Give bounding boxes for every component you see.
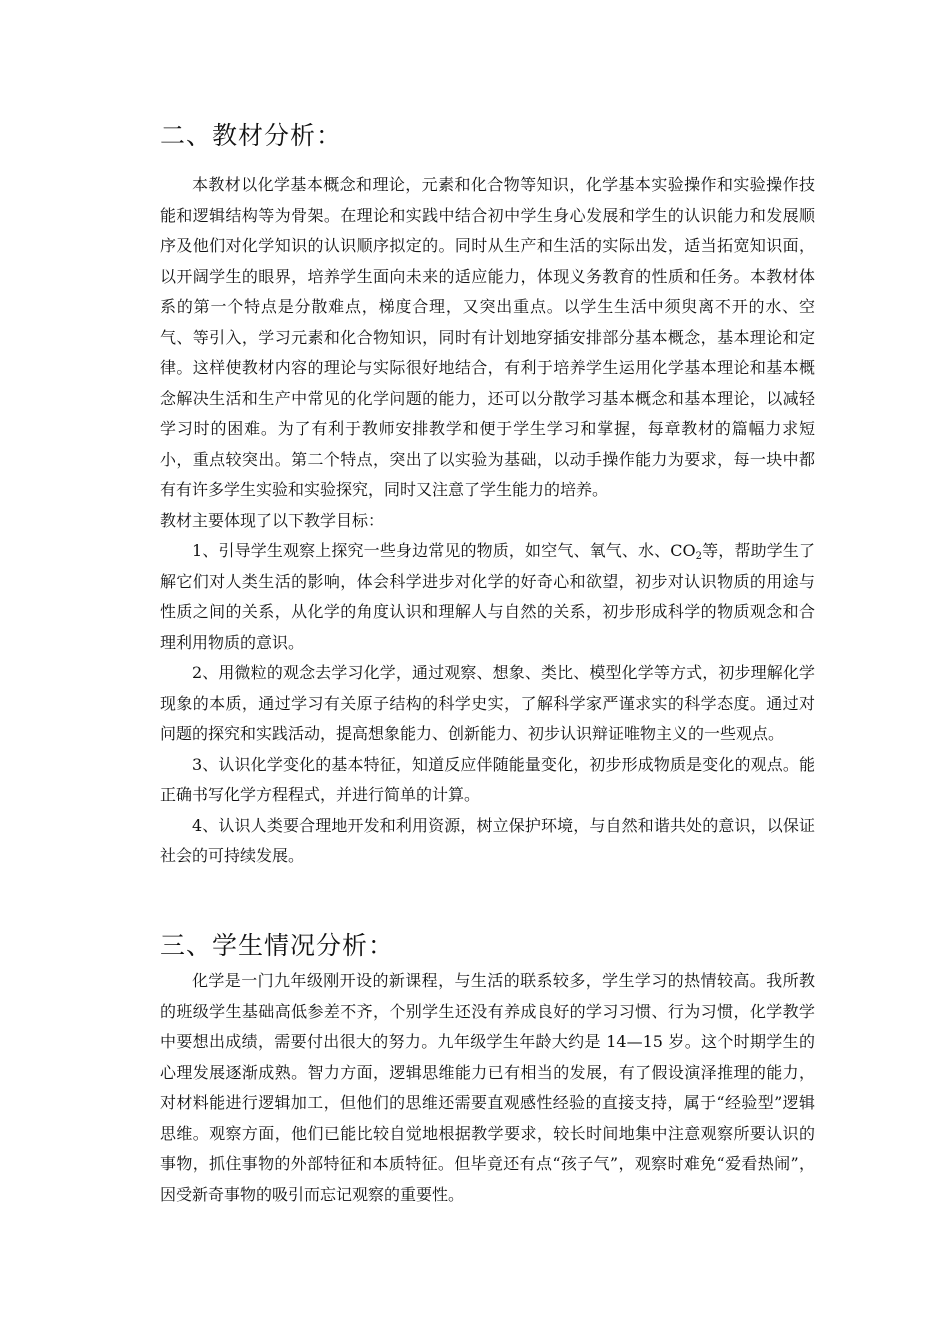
- goal-4-paragraph: 4、认识人类要合理地开发和利用资源，树立保护环境，与自然和谐共处的意识，以保证社会的可持续发展。: [160, 815, 815, 865]
- section-2-heading: 二、教材分析：: [160, 121, 343, 150]
- textbook-analysis-paragraph: 本教材以化学基本概念和理论，元素和化合物等知识，化学基本实验操作和实验操作技能和逻辑结构等为骨架。在理论和实践中结合初中学生身心发展和学生的认识能力和发展顺序及他们对化学知识的认识顺序拟定的。同时从生产和生活的实际出发，适当拓宽知识面，以开阔学生的眼界，培养学生面向未来的适应能力，体现义务教育的性质和任务。本教材体系的第一个特点是分散难点，梯度合理，又突出重点。以学生生活中须臾离不开的水、空气、等引入，学习元素和化合物知识，同时有计划地穿插安排部分基本概念，基本理论和定律。这样使教材内容的理论与实际很好地结合，有利于培养学生运用化学基本理论和基本概念解决生活和生产中常见的化学问题的能力，还可以分散学习基本概念和基本理论，以减轻学习时的困难。为了有利于教师安排教学和便于学生学习和掌握，每章教材的篇幅力求短小，重点较突出。第二个特点，突出了以实验为基础，以动手操作能力为要求，每一块中都有有许多学生实验和实验探究，同时又注意了学生能力的培养。: [160, 175, 815, 499]
- goal-2-paragraph: 2、用微粒的观念去学习化学，通过观察、想象、类比、模型化学等方式，初步理解化学现象的本质，通过学习有关原子结构的科学史实，了解科学家严谨求实的科学态度。通过对问题的探究和实践活动，提高想象能力、创新能力、初步认识辩证唯物主义的一些观点。: [160, 663, 815, 743]
- student-analysis-paragraph: 化学是一门九年级刚开设的新课程，与生活的联系较多，学生学习的热情较高。我所教的班级学生基础高低参差不齐，个别学生还没有养成良好的学习习惯、行为习惯，化学教学中要想出成绩，需要付出很大的努力。九年级学生年龄大约是 14—15 岁。这个时期学生的心理发展逐渐成熟。智力方面，逻辑思维能力已有相当的发展，有了假设演泽推理的能力，对材料能进行逻辑加工，但他们的思维还需要直观感性经验的直接支持，属于“经验型”逻辑思维。观察方面，他们已能比较自觉地根据教学要求，较长时间地集中注意观察所要认识的事物，抓住事物的外部特征和本质特征。但毕竟还有点“孩子气”，观察时难免“爱看热闹”，因受新奇事物的吸引而忘记观察的重要性。: [160, 971, 815, 1204]
- co2-subscript: 2: [695, 551, 703, 562]
- goal-1-paragraph: [160, 536, 815, 658]
- goal-3-paragraph: 3、认识化学变化的基本特征，知道反应伴随能量变化，初步形成物质是变化的观点。能正确书写化学方程程式，并进行简单的计算。: [160, 754, 815, 804]
- section-3-heading: 三、学生情况分析：: [160, 931, 395, 960]
- goal-1-text-a: 1、引导学生观察上探究一些身边常见的物质，如空气、氧气、水、CO: [192, 541, 696, 560]
- goal-1-text-b: 等，帮助学生了解它们对人类生活的影响，体会科学进步对化学的好奇心和欲望，初步对认识物质的用途与性质之间的关系，从化学的角度认识和理解人与自然的关系，初步形成科学的物质观念和合理利用物质的意识。: [160, 541, 815, 652]
- section-2-body: [160, 170, 815, 872]
- section-3-body: [160, 966, 815, 1210]
- teaching-goals-intro: 教材主要体现了以下教学目标：: [160, 510, 385, 530]
